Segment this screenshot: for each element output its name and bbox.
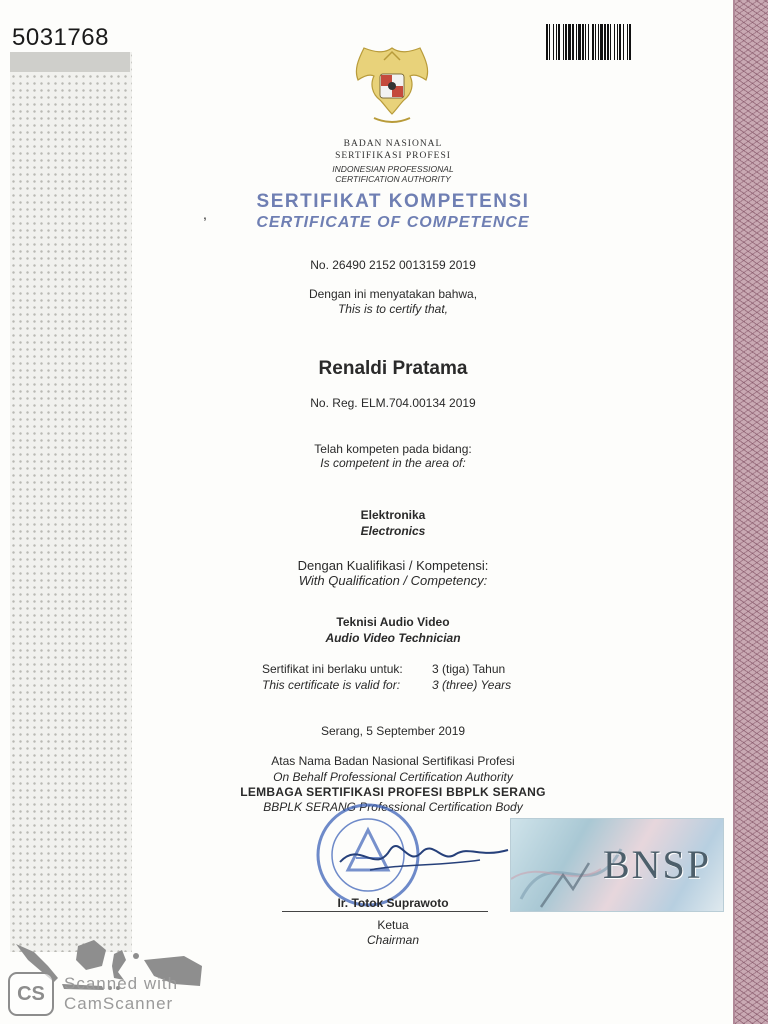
qualification-label-en: With Qualification / Competency:: [298, 573, 488, 588]
barcode-bar: [572, 24, 574, 60]
barcode-bar: [607, 24, 609, 60]
agency-name-line2: SERTIFIKASI PROFESI: [335, 151, 451, 161]
barcode-bar: [604, 24, 606, 60]
barcode-bar: [600, 24, 603, 60]
field-label-en: Is competent in the area of:: [320, 456, 466, 470]
certificate-number: No. 26490 2152 0013159 2019: [310, 258, 476, 272]
signature: [330, 820, 520, 890]
barcode-bar: [578, 24, 581, 60]
barcode-bar: [546, 24, 548, 60]
serial-number: 5031768: [12, 24, 109, 51]
certificate-title: SERTIFIKAT KOMPETENSI: [256, 191, 530, 212]
certificate-title-en: CERTIFICATE OF COMPETENCE: [256, 214, 530, 231]
barcode-bar: [553, 24, 554, 60]
agency-name-line1: BADAN NASIONAL: [343, 139, 443, 149]
agency-name-en-line2: CERTIFICATION AUTHORITY: [335, 174, 451, 184]
garuda-emblem-icon: [344, 40, 440, 132]
holder-name: Renaldi Pratama: [318, 358, 468, 379]
barcode-bar: [558, 24, 560, 60]
barcode-bar: [568, 24, 571, 60]
barcode-bar: [565, 24, 567, 60]
agency-name: [170, 138, 616, 162]
hologram-logo-text: BNSP: [602, 842, 711, 887]
barcode-bar: [617, 24, 618, 60]
competency-area: Elektronika: [360, 508, 426, 522]
field-label: Telah kompeten pada bidang:: [314, 442, 472, 456]
barcode-bar: [585, 24, 586, 60]
watermark-line2: CamScanner: [64, 994, 174, 1013]
barcode-bar: [556, 24, 557, 60]
qualification-label: Dengan Kualifikasi / Kompetensi:: [297, 558, 489, 573]
barcode-bar: [623, 24, 624, 60]
barcode-bar: [614, 24, 615, 60]
watermark-line1: Scanned with: [64, 974, 179, 993]
validity-block: [262, 661, 562, 693]
agency-name-en-line1: INDONESIAN PROFESSIONAL: [332, 164, 454, 174]
signature-line: [282, 911, 488, 912]
barcode-bar: [619, 24, 621, 60]
competency: Teknisi Audio Video: [336, 615, 450, 629]
behalf-text: Atas Nama Badan Nasional Sertifikasi Profesi: [271, 754, 515, 768]
competency-en: Audio Video Technician: [325, 631, 461, 645]
certification-body: LEMBAGA SERTIFIKASI PROFESI BBPLK SERANG: [240, 785, 546, 799]
barcode-bar: [595, 24, 596, 60]
right-guilloche-border: [733, 0, 768, 1024]
barcode-bar: [563, 24, 564, 60]
statement: Dengan ini menyatakan bahwa,: [308, 287, 478, 301]
date-place: Serang, 5 September 2019: [320, 724, 466, 738]
barcode-bar: [582, 24, 584, 60]
validity-value: 3 (tiga) Tahun: [432, 662, 506, 676]
validity-label: Sertifikat ini berlaku untuk:: [262, 662, 403, 676]
validity-label-en: This certificate is valid for:: [262, 678, 401, 692]
barcode-bar: [629, 24, 631, 60]
signatory-role: Ketua: [377, 918, 409, 932]
barcode-bar: [588, 24, 589, 60]
stray-mark: ,: [203, 206, 207, 222]
validity-value-en: 3 (three) Years: [432, 678, 512, 692]
validity-row-en: [262, 677, 562, 693]
barcode-bar: [627, 24, 628, 60]
statement-en: This is to certify that,: [337, 302, 449, 316]
registration-number: No. Reg. ELM.704.00134 2019: [310, 396, 476, 410]
competency-area-en: Electronics: [360, 524, 426, 538]
barcode-bar: [549, 24, 550, 60]
barcode-bar: [592, 24, 594, 60]
camscanner-watermark: [8, 972, 208, 1018]
signatory-role-en: Chairman: [366, 933, 420, 947]
barcode-bar: [610, 24, 611, 60]
certification-body-en: BBPLK SERANG Professional Certification Body: [263, 800, 523, 814]
left-strip-header: [10, 52, 130, 72]
barcode-bar: [576, 24, 577, 60]
barcode-bar: [598, 24, 599, 60]
signatory-name: Ir. Totok Suprawoto: [337, 896, 449, 910]
validity-row: [262, 661, 562, 677]
camscanner-logo-icon: CS: [8, 972, 54, 1016]
agency-name-en: [170, 164, 616, 184]
behalf-text-en: On Behalf Professional Certification Authority: [273, 770, 513, 784]
left-security-strip: [10, 52, 132, 952]
barcode-icon: [546, 24, 712, 60]
